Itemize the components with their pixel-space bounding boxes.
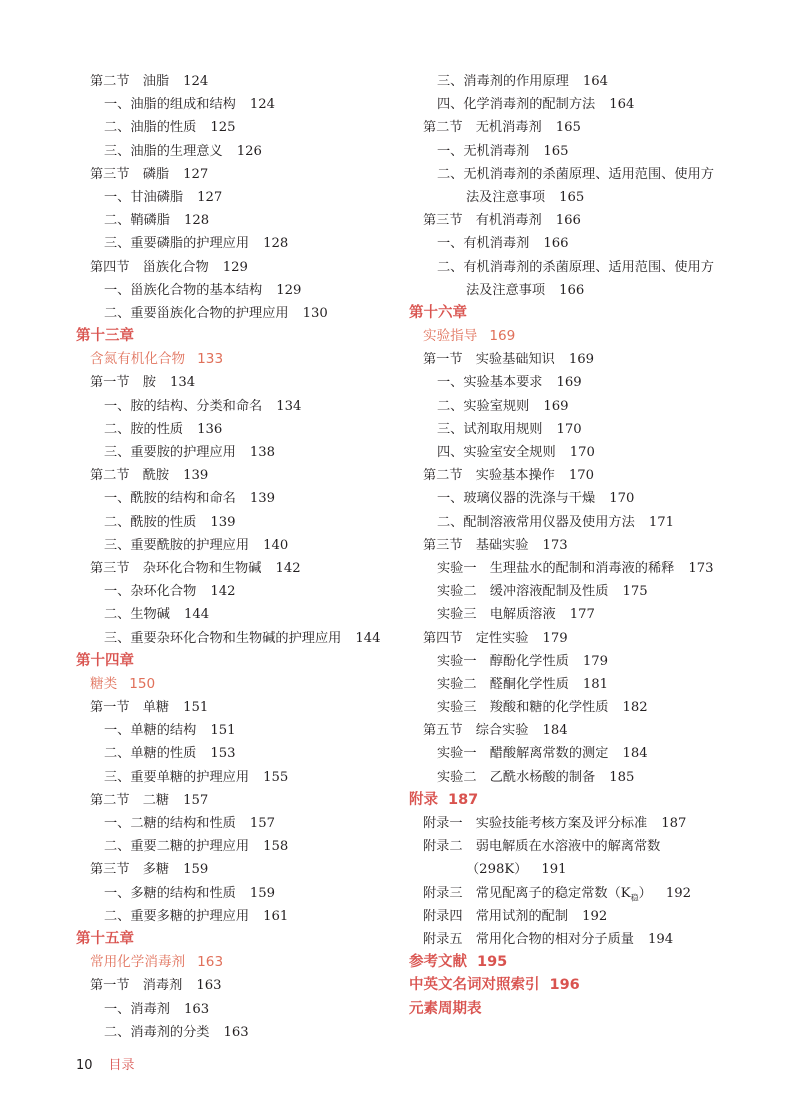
toc-entry-title: 二、单糖的性质: [104, 746, 197, 762]
toc-entry-chapter: [409, 302, 749, 325]
toc-entry-title: 第五节 综合实验: [423, 723, 529, 739]
toc-entry-item: [76, 719, 406, 742]
toc-entry-page-number: 175: [622, 584, 648, 600]
toc-entry-page-number: 144: [183, 607, 210, 623]
toc-entry-title: 三、重要杂环化合物和生物碱的护理应用: [104, 630, 342, 646]
toc-entry-page-number: 142: [210, 584, 236, 600]
toc-entry-title: 实验一 醋酸解离常数的测定: [437, 746, 609, 762]
toc-entry-item: [409, 441, 749, 464]
toc-entry-title: 二、消毒剂的分类: [104, 1024, 210, 1040]
toc-entry-page-number: 170: [609, 491, 635, 507]
toc-entry-page-number: 173: [688, 560, 714, 576]
toc-entry-page-number: 165: [559, 189, 585, 205]
toc-entry-title: 参考文献: [409, 954, 467, 971]
toc-entry-section: [409, 627, 749, 650]
toc-entry-title: 第一节 胺: [90, 375, 156, 391]
toc-entry-title: 实验二 缓冲溶液配制及性质: [437, 584, 609, 600]
toc-entry-page-number: 133: [197, 351, 224, 368]
toc-entry-section: [76, 858, 406, 881]
toc-entry-page-number: 151: [210, 723, 236, 739]
toc-entry-section: [76, 371, 406, 394]
toc-entry-page-number: 170: [556, 421, 582, 437]
toc-entry-title: 三、重要酰胺的护理应用: [104, 537, 250, 553]
toc-entry-title: 附录三 常见配离子的稳定常数（K: [423, 885, 631, 901]
toc-entry-chapter: [409, 998, 749, 1021]
toc-entry-page-number: 192: [665, 885, 692, 901]
toc-entry-title: 元素周期表: [409, 1000, 482, 1017]
toc-entry-title: 附录四 常用试剂的配制: [423, 908, 569, 924]
toc-entry-item: [409, 93, 749, 116]
toc-entry-page-number: 158: [263, 839, 289, 855]
toc-entry-item: [76, 140, 406, 163]
toc-entry-page-number: 140: [263, 537, 289, 553]
toc-entry-chapter: [409, 951, 749, 974]
toc-entry-title: 第三节 杂环化合物和生物碱: [90, 560, 262, 576]
toc-entry-page-number: 192: [582, 908, 608, 924]
toc-entry-item: [76, 835, 406, 858]
toc-entry-title: 第二节 酰胺: [90, 468, 170, 484]
toc-entry-item: [76, 395, 406, 418]
toc-entry-title: 二、重要甾族化合物的护理应用: [104, 305, 289, 321]
toc-entry-page-number: 170: [568, 468, 595, 484]
toc-entry-title: 第三节 基础实验: [423, 537, 529, 553]
toc-entry-page-number: 163: [183, 1001, 210, 1017]
toc-entry-title: 中英文名词对照索引: [409, 977, 540, 994]
toc-entry-page-number: 151: [183, 700, 209, 716]
toc-entry-section: [76, 464, 406, 487]
toc-entry-page-number: 165: [543, 143, 569, 159]
toc-entry-page-number: 142: [275, 560, 301, 576]
toc-entry-page-number: 169: [543, 398, 569, 414]
toc-entry-title: 二、胺的性质: [104, 421, 184, 437]
toc-entry-section: [409, 348, 749, 371]
toc-entry-section: [409, 116, 749, 139]
toc-entry-title: 第三节 磷脂: [90, 166, 170, 182]
toc-entry-page-number: 177: [569, 607, 595, 623]
toc-entry-title: 四、实验室安全规则: [437, 445, 556, 460]
toc-entry-title: 第四节 甾族化合物: [90, 259, 209, 275]
toc-entry-item: [409, 487, 749, 510]
toc-entry-page-number: 144: [355, 630, 381, 646]
toc-entry-item: [76, 487, 406, 510]
toc-entry-page-number: 187: [661, 816, 687, 831]
toc-entry-title: 实验一 生理盐水的配制和消毒液的稀释: [437, 560, 675, 576]
toc-entry-page-number: 194: [648, 931, 674, 947]
toc-entry-page-number: 166: [543, 236, 569, 252]
toc-entry-item: [409, 140, 749, 163]
toc-entry-title: 第十五章: [76, 930, 134, 947]
toc-entry-page-number: 169: [556, 375, 582, 391]
toc-entry-title: 一、有机消毒剂: [437, 236, 530, 252]
toc-entry-item: [76, 1021, 406, 1044]
toc-entry-title: 第二节 实验基本操作: [423, 468, 555, 484]
toc-entry-cont: [409, 279, 749, 302]
toc-entry-page-number: 124: [183, 74, 209, 89]
toc-right-column: [409, 70, 749, 1021]
toc-entry-page-number: 124: [249, 97, 276, 113]
toc-entry-title: 第三节 有机消毒剂: [423, 213, 542, 229]
toc-entry-title: 含氮有机化合物: [90, 351, 186, 368]
toc-entry-title: 附录一 实验技能考核方案及评分标准: [423, 816, 648, 831]
toc-entry-section: [409, 928, 749, 951]
toc-entry-title: 三、消毒剂的作用原理: [437, 74, 569, 89]
toc-entry-item: [76, 116, 406, 139]
toc-entry-exp: [409, 673, 749, 696]
toc-entry-title: 一、杂环化合物: [104, 584, 197, 600]
toc-entry-title: 第二节 二糖: [90, 792, 170, 808]
toc-entry-page-number: 138: [249, 445, 276, 460]
toc-entry-page-number: 163: [223, 1024, 249, 1040]
toc-entry-item: [409, 256, 749, 279]
toc-entry-item: [409, 395, 749, 418]
toc-entry-title: 第十三章: [76, 328, 134, 345]
toc-entry-item: [76, 441, 406, 464]
toc-entry-page-number: 127: [197, 189, 223, 205]
toc-entry-item: [409, 163, 749, 186]
toc-entry-page-number: 164: [582, 74, 609, 89]
toc-entry-title: 二、重要二糖的护理应用: [104, 839, 250, 855]
toc-entry-title: 常用化学消毒剂: [90, 954, 186, 971]
toc-entry-item: [76, 627, 406, 650]
toc-entry-section: [76, 974, 406, 997]
toc-entry-item: [76, 186, 406, 209]
toc-entry-page-number: 161: [263, 908, 289, 924]
toc-entry-title: 第一节 实验基础知识: [423, 352, 555, 368]
toc-entry-title: 二、生物碱: [104, 607, 170, 623]
toc-entry-page-number: 165: [555, 120, 581, 136]
toc-entry-item: [76, 603, 406, 626]
footer-label: 目录: [108, 1058, 135, 1073]
toc-entry-title: 一、酰胺的结构和命名: [104, 491, 236, 507]
toc-entry-title-tail: ）: [638, 885, 652, 901]
toc-entry-page-number: 155: [263, 769, 289, 785]
toc-entry-title: 法及注意事项: [466, 282, 546, 298]
toc-left-column: [76, 70, 406, 1044]
toc-entry-title: 附录: [409, 791, 438, 808]
toc-entry-title: 二、酰胺的性质: [104, 514, 197, 530]
toc-entry-page-number: 126: [236, 143, 262, 159]
toc-entry-page-number: 166: [559, 282, 585, 298]
toc-entry-title: 实验指导: [423, 328, 478, 345]
toc-entry-title: （298K）: [466, 862, 528, 878]
toc-entry-page-number: 173: [542, 537, 568, 553]
toc-entry-item: [76, 232, 406, 255]
toc-entry-title: 实验一 醇酚化学性质: [437, 653, 569, 669]
toc-entry-title: 一、消毒剂: [104, 1001, 170, 1017]
toc-entry-title: 四、化学消毒剂的配制方法: [437, 97, 596, 113]
footer-page-number: 10: [76, 1058, 93, 1073]
toc-entry-title: 二、配制溶液常用仪器及使用方法: [437, 514, 635, 530]
toc-entry-title: 二、油脂的性质: [104, 120, 197, 136]
toc-entry-title: 三、试剂取用规则: [437, 421, 543, 437]
toc-entry-section: [409, 719, 749, 742]
toc-entry-section: [409, 835, 749, 858]
toc-entry-cont: [409, 858, 749, 881]
toc-entry-page-number: 184: [622, 746, 648, 762]
toc-entry-title: 实验三 电解质溶液: [437, 607, 556, 623]
toc-entry-title: 二、鞘磷脂: [104, 213, 170, 229]
toc-entry-title: 附录五 常用化合物的相对分子质量: [423, 931, 634, 947]
toc-entry-exp: [409, 696, 749, 719]
toc-entry-item: [76, 905, 406, 928]
toc-entry-page-number: 169: [568, 352, 595, 368]
toc-entry-page-number: 128: [263, 236, 289, 252]
toc-entry-title: 第三节 多糖: [90, 862, 170, 878]
toc-entry-page-number: 166: [555, 213, 581, 229]
toc-entry-chapter: [76, 928, 406, 951]
toc-entry-item: [76, 93, 406, 116]
toc-entry-item: [76, 511, 406, 534]
toc-entry-page-number: 153: [210, 746, 236, 762]
toc-entry-title: 实验二 醛酮化学性质: [437, 676, 569, 692]
toc-entry-item: [409, 418, 749, 441]
toc-entry-page-number: 139: [210, 514, 236, 530]
toc-entry-item: [76, 742, 406, 765]
toc-entry-chaptertitle: [76, 673, 406, 696]
toc-entry-item: [409, 511, 749, 534]
toc-entry-section: [409, 534, 749, 557]
toc-entry-title: 二、无机消毒剂的杀菌原理、适用范围、使用方: [437, 166, 714, 182]
toc-entry-item: [76, 882, 406, 905]
toc-entry-section: [76, 789, 406, 812]
toc-entry-title: 三、重要磷脂的护理应用: [104, 236, 250, 252]
toc-entry-title: 三、油脂的生理意义: [104, 143, 223, 159]
toc-entry-item: [76, 418, 406, 441]
toc-entry-exp: [409, 742, 749, 765]
toc-entry-chapter: [409, 789, 749, 812]
toc-entry-chaptertitle: [76, 951, 406, 974]
toc-entry-title: 二、实验室规则: [437, 398, 530, 414]
toc-entry-section: [76, 256, 406, 279]
toc-entry-title: 一、无机消毒剂: [437, 143, 530, 159]
toc-entry-page-number: 125: [210, 120, 236, 136]
page-footer: [76, 1054, 135, 1073]
toc-entry-section: [409, 464, 749, 487]
toc-entry-page-number: 181: [582, 676, 609, 692]
toc-entry-page-number: 136: [197, 421, 223, 437]
toc-entry-section: [76, 696, 406, 719]
toc-entry-item: [76, 812, 406, 835]
toc-entry-item: [76, 534, 406, 557]
toc-entry-title: 一、玻璃仪器的洗涤与干燥: [437, 491, 596, 507]
toc-entry-chapter: [409, 974, 749, 997]
toc-entry-page-number: 187: [448, 791, 479, 808]
toc-entry-title: 三、重要胺的护理应用: [104, 445, 236, 460]
toc-entry-page-number: 139: [249, 491, 276, 507]
toc-entry-exp: [409, 766, 749, 789]
toc-entry-item: [76, 209, 406, 232]
toc-entry-page-number: 169: [489, 328, 516, 345]
toc-entry-section: [409, 209, 749, 232]
toc-entry-title: 法及注意事项: [466, 189, 546, 205]
toc-entry-title: 糖类: [90, 675, 118, 692]
toc-entry-title: 第一节 单糖: [90, 700, 170, 716]
toc-entry-item: [76, 279, 406, 302]
toc-entry-title: 二、有机消毒剂的杀菌原理、适用范围、使用方: [437, 259, 714, 275]
toc-entry-page-number: 170: [569, 445, 595, 460]
toc-entry-title: 一、胺的结构、分类和命名: [104, 398, 263, 414]
toc-entry-section: [76, 557, 406, 580]
toc-entry-page-number: 179: [582, 653, 609, 669]
toc-entry-page-number: 129: [276, 282, 302, 298]
toc-entry-title: 实验三 羧酸和糖的化学性质: [437, 700, 609, 716]
toc-entry-page-number: 127: [183, 166, 209, 182]
toc-entry-page-number: 179: [542, 630, 568, 646]
toc-entry-title: 一、油脂的组成和结构: [104, 97, 236, 113]
toc-entry-exp: [409, 580, 749, 603]
toc-entry-title: 一、单糖的结构: [104, 723, 197, 739]
toc-entry-page-number: 134: [276, 398, 302, 414]
toc-entry-page-number: 171: [648, 514, 674, 530]
toc-entry-title: 第十六章: [409, 304, 467, 321]
toc-entry-page-number: 196: [549, 977, 580, 994]
toc-entry-page-number: 157: [183, 792, 209, 808]
toc-entry-page-number: 163: [197, 954, 224, 971]
toc-entry-chapter: [76, 325, 406, 348]
toc-entry-item: [76, 580, 406, 603]
toc-entry-title: 第二节 油脂: [90, 74, 170, 89]
toc-entry-page-number: 164: [609, 97, 635, 113]
toc-entry-title: 一、实验基本要求: [437, 375, 543, 391]
toc-entry-item: [409, 70, 749, 93]
toc-entry-title: 附录二 弱电解质在水溶液中的解离常数: [423, 839, 661, 855]
toc-entry-page-number: 159: [183, 862, 209, 878]
toc-entry-title: 三、重要单糖的护理应用: [104, 769, 250, 785]
toc-entry-title: 二、重要多糖的护理应用: [104, 908, 250, 924]
toc-entry-page-number: 185: [609, 769, 635, 785]
toc-entry-title: 第四节 定性实验: [423, 630, 529, 646]
toc-entry-title: 第十四章: [76, 652, 134, 669]
toc-entry-item: [76, 998, 406, 1021]
toc-entry-item: [409, 232, 749, 255]
toc-entry-page-number: 184: [542, 723, 568, 739]
toc-entry-section: [409, 882, 749, 905]
toc-entry-page-number: 195: [477, 954, 508, 971]
toc-entry-page-number: 130: [302, 305, 328, 321]
toc-entry-section: [76, 163, 406, 186]
toc-entry-exp: [409, 557, 749, 580]
toc-entry-section: [409, 905, 749, 928]
toc-entry-exp: [409, 650, 749, 673]
toc-entry-exp: [409, 603, 749, 626]
toc-entry-section: [76, 70, 406, 93]
toc-entry-item: [409, 371, 749, 394]
toc-entry-title: 实验二 乙酰水杨酸的制备: [437, 769, 596, 785]
toc-entry-page-number: 191: [541, 862, 567, 878]
toc-entry-section: [409, 812, 749, 835]
toc-entry-page-number: 129: [222, 259, 248, 275]
toc-entry-page-number: 150: [129, 675, 156, 692]
toc-entry-page-number: 163: [196, 978, 222, 994]
toc-entry-title: 一、多糖的结构和性质: [104, 885, 236, 901]
toc-entry-title: 一、甾族化合物的基本结构: [104, 282, 263, 298]
toc-entry-page-number: 159: [249, 885, 276, 901]
toc-entry-chapter: [76, 650, 406, 673]
toc-entry-title: 第二节 无机消毒剂: [423, 120, 542, 136]
toc-entry-page-number: 134: [169, 375, 196, 391]
toc-entry-chaptertitle: [409, 325, 749, 348]
toc-entry-page-number: 128: [183, 213, 210, 229]
toc-entry-title: 一、二糖的结构和性质: [104, 816, 236, 831]
toc-entry-page-number: 139: [183, 468, 209, 484]
toc-entry-item: [76, 302, 406, 325]
toc-entry-title: 一、甘油磷脂: [104, 189, 184, 205]
toc-entry-item: [76, 766, 406, 789]
toc-entry-page-number: 157: [249, 816, 276, 831]
toc-entry-chaptertitle: [76, 348, 406, 371]
toc-entry-subscript: 稳: [630, 893, 639, 903]
toc-entry-page-number: 182: [622, 700, 648, 716]
toc-entry-title: 第一节 消毒剂: [90, 978, 183, 994]
toc-entry-cont: [409, 186, 749, 209]
